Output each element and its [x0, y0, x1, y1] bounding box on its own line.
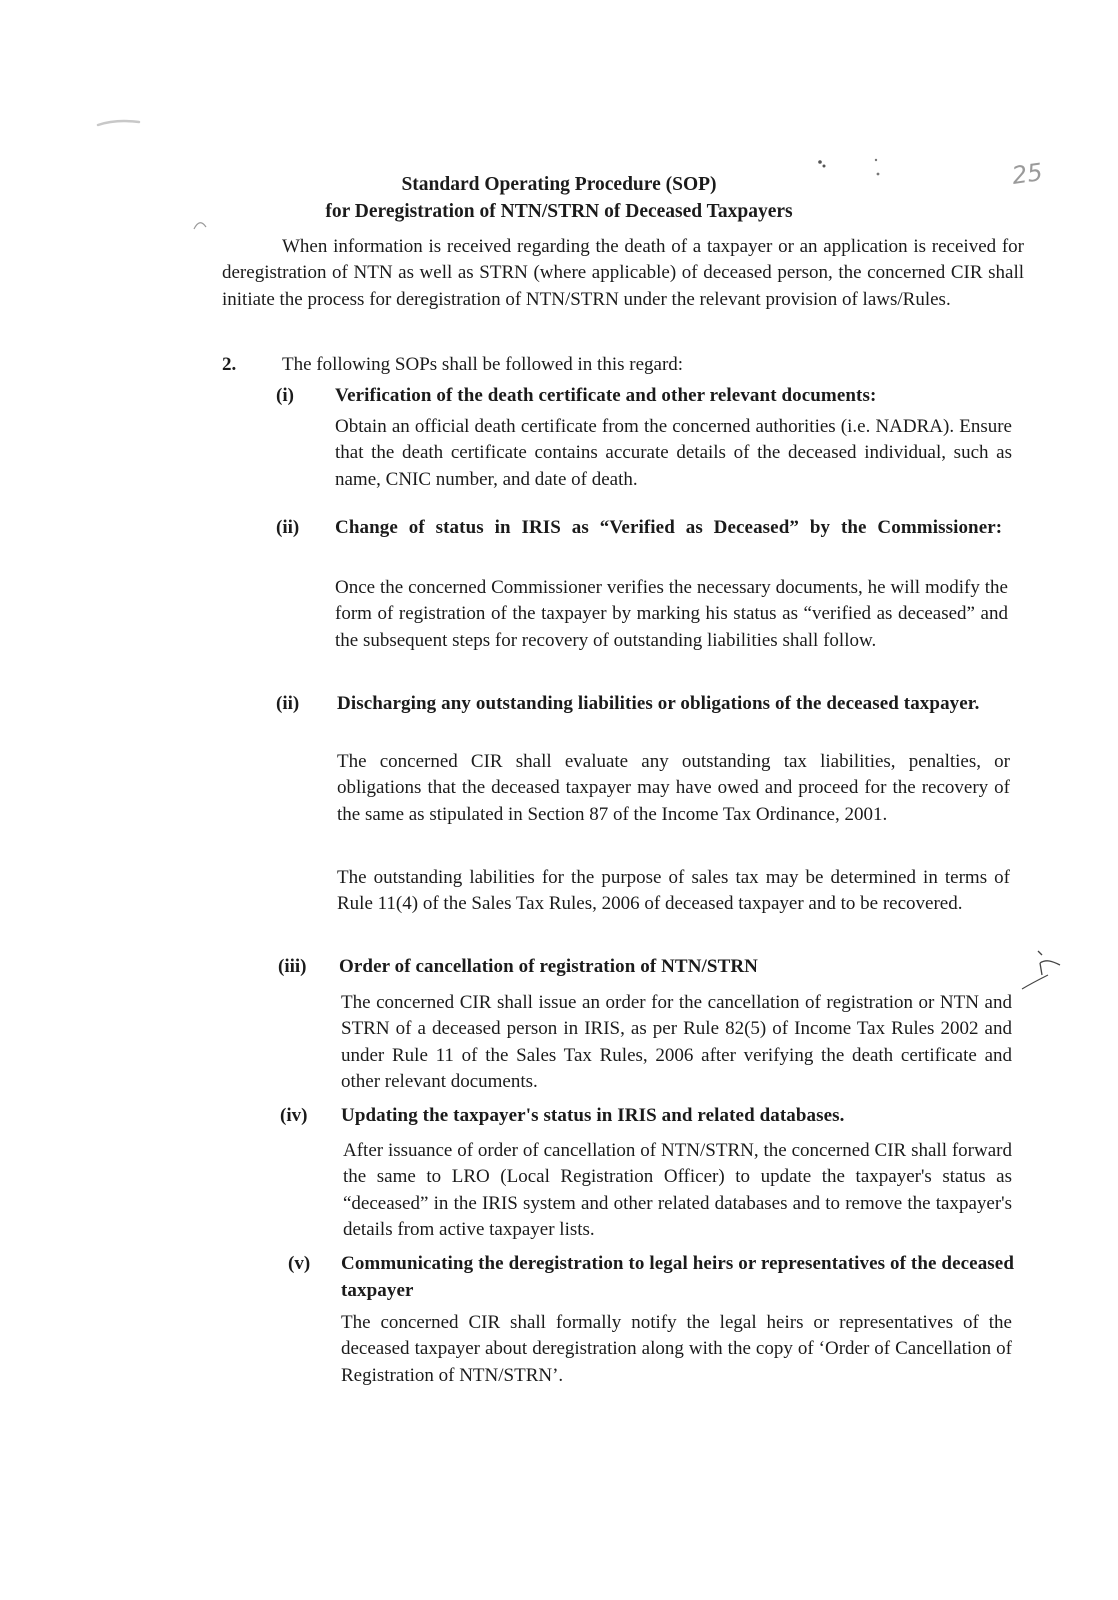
item-body: The concerned CIR shall formally notify the legal heirs or representatives of the deceased taxpayer about deregistration along with the copy of ‘Order of Cancellation of Registration of NTN/STRN’.: [341, 1312, 1012, 1386]
item-label: (ii): [276, 517, 300, 538]
item-heading: Change of status in IRIS as “Verified as Deceased” by the Commissioner:: [335, 517, 1003, 538]
paragraph-2-text: The following SOPs shall be followed in this regard:: [282, 354, 684, 375]
scan-smudge-mark: [95, 112, 145, 132]
document-subtitle: for Deregistration of NTN/STRN of Deceased Taxpayers: [325, 201, 793, 222]
document-title: Standard Operating Procedure (SOP): [401, 174, 717, 195]
item-label: (ii): [276, 693, 300, 714]
item-body: Obtain an official death certificate from the concerned authorities (i.e. NADRA). Ensure that the death certificate contains accurate details of the deceased individual, such as name, CNIC number, and date of death.: [335, 416, 1012, 490]
handwritten-initial-mark: [1020, 945, 1070, 995]
handwritten-page-note: 25: [1010, 158, 1045, 190]
paragraph-number: 2.: [222, 354, 237, 375]
item-label: (iii): [278, 956, 307, 977]
item-body: Once the concerned Commissioner verifies the necessary documents, he will modify the form of registration of the taxpayer by marking his status as “verified as deceased” and the subsequent steps for recovery of outstanding liabilities shall follow.: [335, 577, 1008, 651]
item-heading: Discharging any outstanding liabilities or obligations of the deceased taxpayer.: [337, 693, 980, 714]
item-body: The outstanding labilities for the purpose of sales tax may be determined in terms of Rule 11(4) of the Sales Tax Rules, 2006 of deceased taxpayer and to be recovered.: [337, 867, 1010, 915]
item-heading: Updating the taxpayer's status in IRIS and related databases.: [341, 1105, 845, 1126]
item-heading: Order of cancellation of registration of NTN/STRN: [339, 956, 758, 977]
intro-paragraph: When information is received regarding the death of a taxpayer or an application is received for deregistration of NTN as well as STRN (where applicable) of deceased person, the concerned CIR shall initiate the process for deregistration of NTN/STRN under the relevant provision of laws/Rules.: [222, 236, 1024, 310]
item-body: The concerned CIR shall evaluate any outstanding tax liabilities, penalties, or obligations that the deceased taxpayer may have owed and proceed for the recovery of the same as stipulated in Section 87 of the Income Tax Ordinance, 2001.: [337, 751, 1010, 825]
item-label: (iv): [280, 1105, 308, 1126]
item-label: (v): [288, 1253, 311, 1274]
item-heading: Communicating the deregistration to legal heirs or representatives of the deceased taxpayer: [341, 1253, 1014, 1301]
item-heading: Verification of the death certificate and other relevant documents:: [335, 385, 877, 406]
item-label: (i): [276, 385, 294, 406]
item-body: The concerned CIR shall issue an order for the cancellation of registration or NTN and STRN of a deceased person in IRIS, as per Rule 82(5) of Income Tax Rules 2002 and under Rule 11 of the Sales Tax Rules, 2006 after verifying the death certificate and other relevant documents.: [341, 992, 1012, 1092]
item-body: After issuance of order of cancellation of NTN/STRN, the concerned CIR shall forward the same to LRO (Local Registration Officer) to update the taxpayer's status as “deceased” in the IRIS system and other related databases and to remove the taxpayer's details from active taxpayer lists.: [343, 1140, 1012, 1240]
